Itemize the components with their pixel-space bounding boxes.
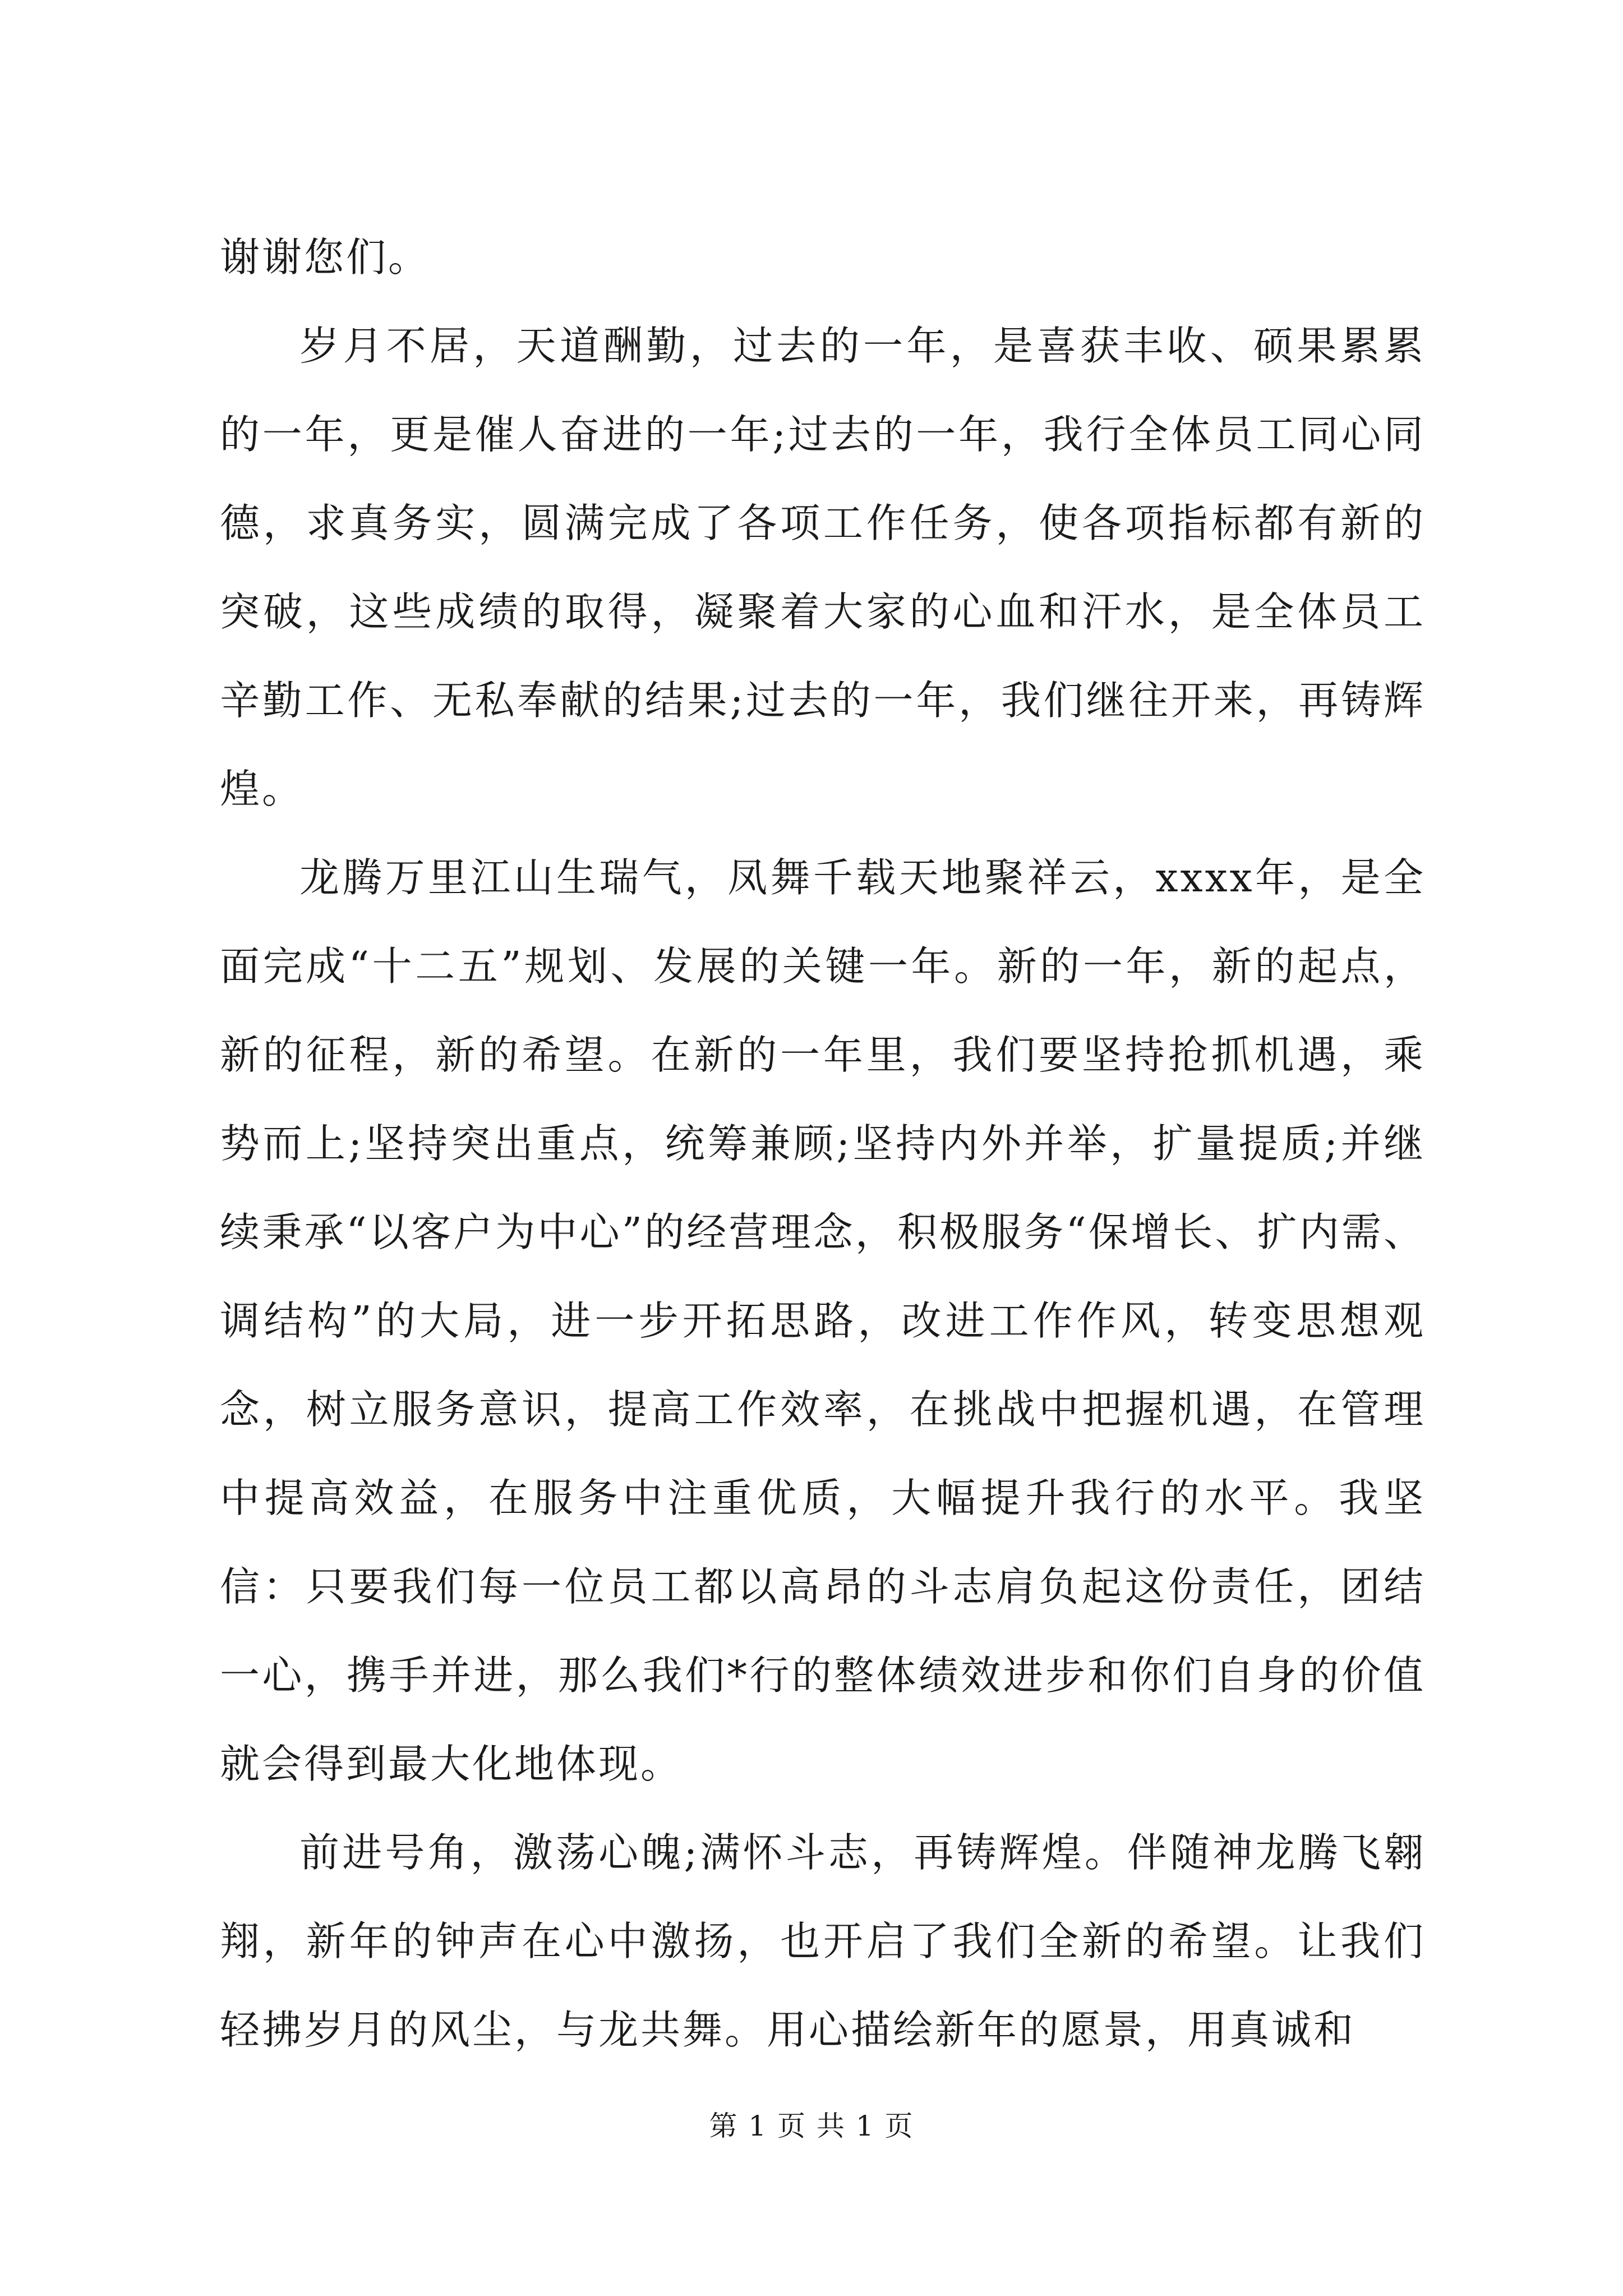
paragraph-3: 龙腾万里江山生瑞气，凤舞千载天地聚祥云，xxxx年，是全面完成“十二五”规划、发展的关键一年。新的一年，新的起点，新的征程，新的希望。在新的一年里，我们要坚持抢抓机遇，乘势而上;坚持突出重点，统筹兼顾;坚持内外并举，扩量提质;并继续秉承“以客户为中心”的经营理念，积极服务“保增长、扩内需、调结构”的大局，进一步开拓思路，改进工作作风，转变思想观念，树立服务意识，提高工作效率，在挑战中把握机遇，在管理中提高效益，在服务中注重优质，大幅提升我行的水平。我坚信：只要我们每一位员工都以高昂的斗志肩负起这份责任，团结一心，携手并进，那么我们*行的整体绩效进步和你们自身的价值就会得到最大化地体现。 — [220, 854, 1426, 1787]
page-footer — [0, 2106, 1623, 2146]
paragraph-1: 谢谢您们。 — [220, 234, 431, 280]
paragraph-4: 前进号角，激荡心魄;满怀斗志，再铸辉煌。伴随神龙腾飞翱翔，新年的钟声在心中激扬，也开启了我们全新的希望。让我们轻拂岁月的风尘，与龙共舞。用心描绘新年的愿景，用真诚和 — [220, 1829, 1426, 2053]
paragraph-2: 岁月不居，天道酬勤，过去的一年，是喜获丰收、硕果累累的一年，更是催人奋进的一年;过去的一年，我行全体员工同心同德，求真务实，圆满完成了各项工作任务，使各项指标都有新的突破，这些成绩的取得，凝聚着大家的心血和汗水，是全体员工辛勤工作、无私奉献的结果;过去的一年，我们继往开来，再铸辉煌。 — [220, 323, 1426, 812]
document-body — [220, 213, 1426, 2074]
page-number-label: 第 1 页 共 1 页 — [709, 2110, 914, 2142]
